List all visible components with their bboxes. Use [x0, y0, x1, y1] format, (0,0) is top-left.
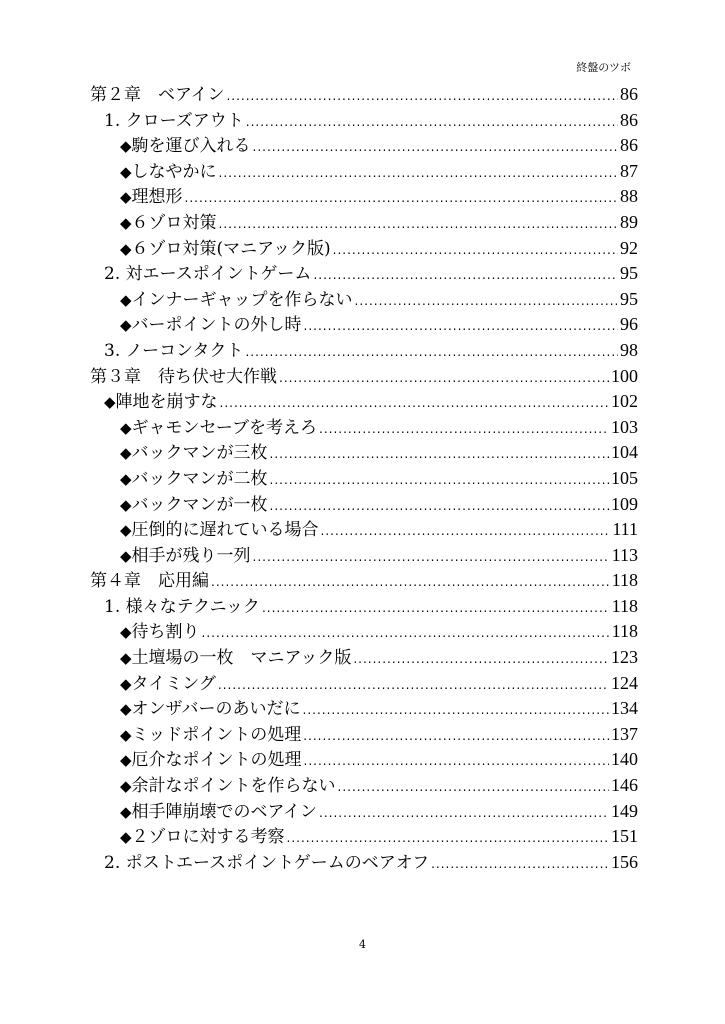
diamond-bullet-icon: ◆ — [120, 649, 132, 668]
toc-entry-title: 相手が残り一列 — [131, 545, 251, 566]
toc-entry-title: 第２章 ベアイン — [90, 85, 225, 105]
diamond-bullet-icon: ◆ — [120, 162, 132, 181]
toc-page-number: 100 — [611, 365, 638, 386]
toc-item-row — [90, 671, 638, 697]
toc-section-row — [90, 594, 638, 620]
diamond-bullet-icon: ◆ — [120, 290, 132, 309]
leader-dots — [319, 801, 609, 827]
toc-item-row — [90, 645, 638, 671]
toc-entry-title: 相手陣崩壊でのベアイン — [131, 801, 318, 822]
toc-entry-title: 2. 対エースポイントゲーム — [104, 264, 312, 285]
toc-item-row — [90, 543, 638, 569]
toc-page-number: 137 — [611, 723, 638, 744]
toc-page-number: 104 — [611, 442, 638, 463]
toc-entry-title: ミッドポイントの処理 — [131, 724, 302, 745]
toc-chapter-row — [90, 568, 638, 594]
toc-page-number: 123 — [611, 647, 638, 668]
toc-chapter-row — [90, 364, 638, 390]
toc-item-row — [90, 415, 638, 441]
leader-dots — [185, 186, 618, 212]
toc-page-number: 89 — [620, 211, 638, 232]
toc-item-row — [90, 696, 638, 722]
diamond-bullet-icon: ◆ — [120, 802, 132, 821]
toc-entry-title: ２ゾロに対する考察 — [131, 827, 285, 848]
toc-section-row — [90, 261, 638, 287]
page-number: 4 — [359, 938, 366, 951]
toc-entry-title: 圧倒的に遅れている場合 — [131, 520, 319, 541]
leader-dots — [287, 826, 609, 852]
toc-page-number: 151 — [611, 826, 638, 847]
diamond-bullet-icon: ◆ — [120, 418, 132, 437]
toc-entry-title: 待ち割り — [131, 622, 200, 643]
diamond-bullet-icon: ◆ — [120, 316, 132, 335]
leader-dots — [270, 468, 609, 494]
toc-entry-title: 第４章 応用編 — [90, 571, 209, 592]
leader-dots — [270, 442, 609, 468]
toc-item-row — [90, 133, 638, 159]
toc-page-number: 102 — [611, 391, 638, 412]
diamond-bullet-icon: ◆ — [120, 239, 132, 258]
diamond-bullet-icon: ◆ — [120, 546, 132, 565]
leader-dots — [279, 366, 609, 392]
toc-section-row — [90, 108, 638, 134]
toc-page-number: 95 — [620, 263, 638, 284]
diamond-bullet-icon: ◆ — [120, 495, 132, 514]
leader-dots — [253, 545, 610, 571]
toc-page-number: 86 — [620, 84, 638, 104]
toc-item-row — [90, 747, 638, 773]
toc-entry-title: 陣地を崩すな — [115, 392, 218, 413]
toc-page-number: 134 — [611, 698, 638, 719]
toc-page-number: 146 — [611, 775, 638, 796]
toc-item-row — [90, 824, 638, 850]
toc-item-row — [90, 619, 638, 645]
toc-entry-title: ６ゾロ対策 — [131, 212, 217, 233]
toc-entry-title: 3. ノーコンタクト — [104, 340, 244, 361]
leader-dots — [353, 647, 609, 673]
toc-section-row — [90, 850, 638, 876]
toc-item-row — [90, 312, 638, 338]
toc-item-row — [90, 440, 638, 466]
running-header: 終盤のツボ — [576, 61, 631, 74]
table-of-contents — [90, 82, 638, 875]
toc-item-row — [90, 517, 638, 543]
diamond-bullet-icon: ◆ — [120, 674, 132, 693]
leader-dots — [220, 391, 609, 417]
diamond-bullet-icon: ◆ — [104, 393, 116, 412]
leader-dots — [202, 621, 610, 647]
toc-page-number: 95 — [620, 288, 638, 309]
leader-dots — [211, 570, 610, 596]
toc-page-number: 86 — [620, 109, 638, 130]
toc-page-number: 118 — [611, 621, 638, 642]
diamond-bullet-icon: ◆ — [120, 521, 132, 540]
toc-entry-title: 1. クローズアウト — [104, 110, 244, 131]
toc-entry-title: 厄介なポイントの処理 — [131, 750, 302, 771]
toc-page-number: 88 — [620, 186, 638, 207]
toc-page-number: 149 — [611, 800, 638, 821]
diamond-bullet-icon: ◆ — [120, 623, 132, 642]
toc-item-row — [90, 492, 638, 518]
toc-entry-title: 駒を運び入れる — [131, 136, 251, 157]
diamond-bullet-icon: ◆ — [120, 828, 132, 847]
toc-entry-title: バーポイントの外し時 — [131, 315, 302, 336]
toc-item-row — [90, 184, 638, 210]
diamond-bullet-icon: ◆ — [120, 469, 132, 488]
leader-dots — [218, 673, 609, 699]
leader-dots — [246, 110, 618, 136]
leader-dots — [219, 212, 618, 238]
toc-entry-title: オンザバーのあいだに — [131, 699, 301, 720]
leader-dots — [319, 417, 609, 443]
toc-page-number: 98 — [620, 339, 638, 360]
toc-page-number: 105 — [611, 467, 638, 488]
diamond-bullet-icon: ◆ — [120, 777, 132, 796]
toc-page-number: 156 — [611, 851, 638, 872]
diamond-bullet-icon: ◆ — [120, 725, 132, 744]
toc-page-number: 118 — [611, 595, 638, 616]
diamond-bullet-icon: ◆ — [120, 444, 132, 463]
leader-dots — [355, 289, 618, 315]
toc-entry-title: 第３章 待ち伏せ大作戦 — [90, 366, 277, 387]
toc-entry-title: インナーギャップを作らない — [131, 289, 353, 310]
toc-page-number: 124 — [611, 672, 638, 693]
toc-entry-title: ギャモンセーブを考えろ — [131, 417, 318, 438]
toc-item-row — [90, 210, 638, 236]
toc-page-number: 111 — [612, 519, 638, 540]
leader-dots — [262, 596, 610, 622]
toc-entry-title: 土壇場の一枚 マニアック版 — [131, 648, 352, 669]
toc-chapter-row — [90, 82, 638, 108]
toc-page-number: 118 — [611, 570, 638, 591]
diamond-bullet-icon: ◆ — [120, 137, 132, 156]
toc-page-number: 96 — [620, 314, 638, 335]
leader-dots — [303, 698, 609, 724]
leader-dots — [270, 494, 609, 520]
toc-page-number: 113 — [611, 544, 638, 565]
toc-page-number: 86 — [620, 135, 638, 156]
toc-section-row — [90, 338, 638, 364]
diamond-bullet-icon: ◆ — [120, 700, 132, 719]
toc-page-number: 109 — [611, 493, 638, 514]
toc-entry-title: 余計なポイントを作らない — [131, 776, 336, 797]
leader-dots — [431, 852, 609, 878]
leader-dots — [338, 775, 609, 801]
toc-page-number: 140 — [611, 749, 638, 770]
toc-item-row — [90, 799, 638, 825]
leader-dots — [304, 314, 618, 340]
toc-entry-title: バックマンが三枚 — [131, 443, 268, 464]
toc-item-row — [90, 466, 638, 492]
leader-dots — [226, 84, 618, 110]
toc-item-row — [90, 287, 638, 313]
toc-entry-title: バックマンが二枚 — [131, 468, 268, 489]
leader-dots — [304, 749, 609, 775]
toc-entry-title: ６ゾロ対策(マニアック版) — [131, 238, 331, 259]
diamond-bullet-icon: ◆ — [120, 751, 132, 770]
toc-item-row — [90, 159, 638, 185]
toc-item-row — [90, 773, 638, 799]
toc-entry-title: 2. ポストエースポイントゲームのベアオフ — [104, 852, 430, 873]
toc-entry-title: しなやかに — [131, 161, 217, 182]
toc-item-row — [90, 722, 638, 748]
toc-page-number: 92 — [620, 237, 638, 258]
leader-dots — [313, 263, 618, 289]
leader-dots — [321, 519, 611, 545]
leader-dots — [219, 161, 618, 187]
toc-page-number: 87 — [620, 160, 638, 181]
leader-dots — [333, 238, 618, 264]
toc-entry-title: 理想形 — [131, 187, 183, 208]
toc-page-number: 103 — [611, 416, 638, 437]
toc-entry-title: タイミング — [131, 673, 216, 694]
toc-entry-title: 1. 様々なテクニック — [104, 596, 260, 617]
leader-dots — [303, 724, 609, 750]
toc-item-row — [90, 389, 638, 415]
toc-entry-title: バックマンが一枚 — [131, 494, 268, 515]
toc-item-row — [90, 236, 638, 262]
leader-dots — [253, 135, 618, 161]
diamond-bullet-icon: ◆ — [120, 213, 132, 232]
diamond-bullet-icon: ◆ — [120, 188, 132, 207]
leader-dots — [245, 340, 618, 366]
